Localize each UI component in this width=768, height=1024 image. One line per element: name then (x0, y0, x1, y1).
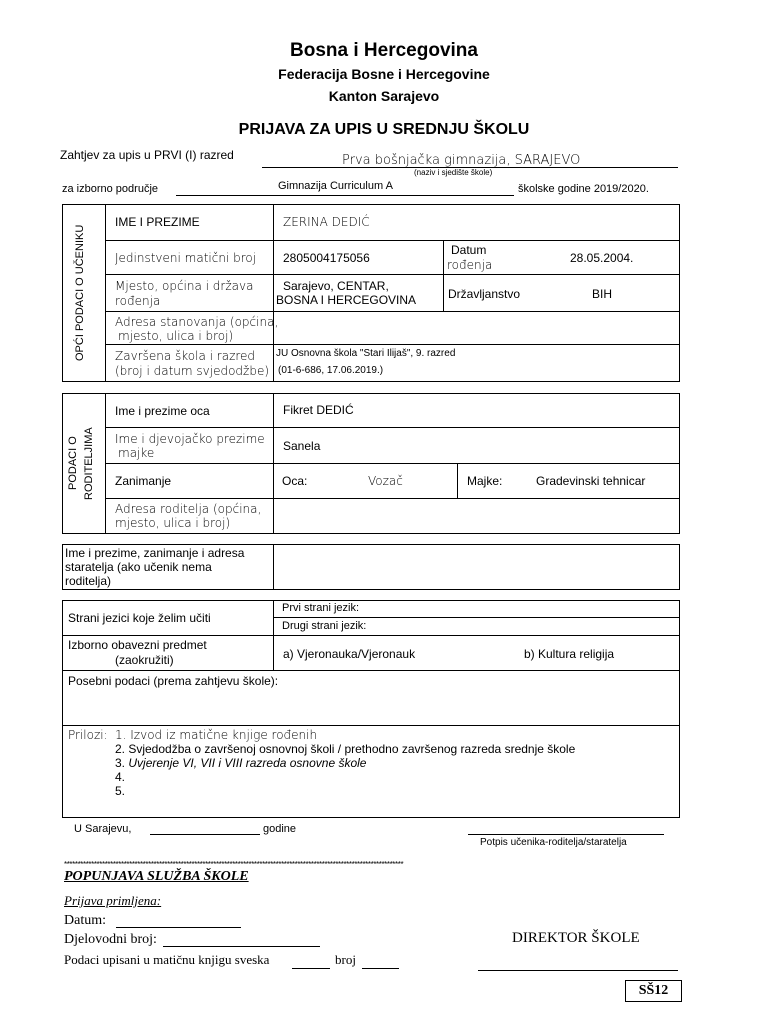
volume-line[interactable] (292, 968, 330, 969)
received-label: Prijava primljena: (64, 893, 162, 908)
federation-heading: Federacija Bosne i Hercegovine (278, 66, 490, 82)
jmbg-value: 2805004175056 (283, 251, 370, 265)
guardian-label-1: Ime i prezime, zanimanje i adresa (65, 546, 245, 560)
school-hint: (naziv i sjedište škole) (414, 168, 493, 177)
country-heading: Bosna i Hercegovina (290, 40, 478, 61)
mother-label-2: majke (118, 446, 155, 460)
elective-option-a[interactable]: a) Vjeronauka/Vjeronauk (283, 647, 416, 661)
area-value: Gimnazija Curriculum A (278, 180, 393, 192)
place-value-2: BOSNA I HERCEGOVINA (276, 293, 417, 307)
mother-occ-value: Gradevinski tehnicar (536, 474, 646, 488)
area-label: za izborno područje (62, 183, 159, 195)
area-line (176, 195, 514, 196)
special-data-label: Posebni podaci (prema zahtjevu škole): (68, 674, 279, 688)
dob-label-1: Datum (451, 243, 487, 257)
name-label: IME I PREZIME (115, 215, 200, 229)
prev-school-label-2: (broj i datum svjedodžbe) (115, 364, 270, 378)
office-date-label: Datum: (64, 913, 106, 928)
school-name: Prva bošnjačka gimnazija, SARAJEVO (342, 153, 581, 168)
prev-school-label-1: Završena škola i razred (115, 349, 256, 363)
prev-school-value-1: JU Osnovna škola "Stari Ilijaš", 9. razred (276, 348, 456, 359)
father-name: Fikret DEDIĆ (283, 403, 354, 417)
ref-number-line[interactable] (163, 946, 320, 947)
attachment-2: 2. Svjedodžba o završenoj osnovnoj školi / prethodno završenog razreda srednje škole (115, 742, 576, 756)
stars-divider: ***************************************************************************************************************************** (64, 860, 404, 869)
attachment-4: 4. (115, 770, 126, 784)
office-title: POPUNJAVA SLUŽBA ŠKOLE (64, 869, 249, 884)
father-occ-value: Vozač (368, 474, 403, 488)
place-value-1: Sarajevo, CENTAR, (283, 279, 389, 293)
address-label-1: Adresa stanovanja (općina, (115, 315, 279, 329)
occupation-label: Zanimanje (115, 474, 172, 488)
jmbg-label: Jedinstveni matični broj (115, 251, 257, 265)
place-label: U Sarajevu, (74, 823, 132, 835)
citizenship-value: BIH (592, 287, 613, 301)
parents-side-label-1: PODACI O (67, 436, 79, 491)
guardian-label-3: roditelja) (65, 574, 112, 588)
place-label-2: rođenja (115, 294, 161, 308)
mother-name: Sanela (283, 439, 321, 453)
form-code-badge: SŠ12 (625, 980, 682, 1002)
attachments-label: Prilozi: (68, 728, 108, 742)
address-label-2: mjesto, ulica i broj) (118, 329, 234, 343)
parent-address-label-2: mjesto, ulica i broj) (115, 516, 231, 530)
attachment-1: 1. Izvod iz matične knjige rođenih (115, 728, 318, 742)
signer-line (468, 834, 664, 835)
attachment-5: 5. (115, 784, 126, 798)
attachment-3 (115, 756, 366, 770)
elective-label-1: Izborno obavezni predmet (68, 638, 207, 652)
request-label: Zahtjev za upis u PRVI (I) razred (60, 148, 234, 162)
citizenship-label: Državljanstvo (448, 287, 521, 301)
parents-side-label-2: RODITELJIMA (83, 427, 95, 500)
year-word: godine (263, 823, 297, 835)
registry-label: Podaci upisani u matičnu knjigu sveska (64, 952, 270, 967)
elective-label-2: (zaokružiti) (115, 653, 174, 667)
signer-label: Potpis učenika-roditelja/staratelja (480, 837, 627, 848)
ref-number-label: Djelovodni broj: (64, 932, 157, 947)
dob-value: 28.05.2004. (570, 251, 634, 265)
director-signature-line[interactable] (478, 970, 678, 971)
dob-label-2: rođenja (447, 258, 493, 272)
first-language-label: Prvi strani jezik: (282, 602, 360, 614)
languages-label: Strani jezici koje želim učiti (68, 611, 211, 625)
languages-section (62, 600, 680, 818)
mother-label-1: Ime i djevojačko prezime (115, 432, 265, 446)
office-date-line[interactable] (116, 927, 241, 928)
father-label: Ime i prezime oca (115, 404, 210, 418)
date-signature-line (150, 834, 260, 835)
director-label: DIREKTOR ŠKOLE (512, 930, 640, 946)
student-side-label: OPĆI PODACI O UČENIKU (74, 224, 86, 362)
father-occ-label: Oca: (282, 474, 308, 488)
place-label-1: Mjesto, općina i država (115, 279, 254, 293)
second-language-label: Drugi strani jezik: (282, 620, 367, 632)
guardian-label-2: staratelja (ako učenik nema (65, 560, 212, 574)
number-label: broj (335, 952, 356, 967)
student-name: ZERINA DEDIĆ (283, 215, 370, 229)
attachment-3-text: Uvjerenje VI, VII i VIII razreda osnovne škole (128, 756, 367, 770)
number-line[interactable] (362, 968, 399, 969)
form-title: PRIJAVA ZA UPIS U SREDNJU ŠKOLU (238, 121, 530, 138)
canton-heading: Kanton Sarajevo (328, 88, 440, 104)
school-year: školske godine 2019/2020. (518, 183, 649, 195)
elective-option-b[interactable]: b) Kultura religija (524, 647, 615, 661)
mother-occ-label: Majke: (467, 474, 503, 488)
attachment-3-number: 3. (115, 756, 126, 770)
prev-school-value-2: (01-6-686, 17.06.2019.) (278, 365, 384, 376)
parent-address-label-1: Adresa roditelja (općina, (115, 502, 262, 516)
